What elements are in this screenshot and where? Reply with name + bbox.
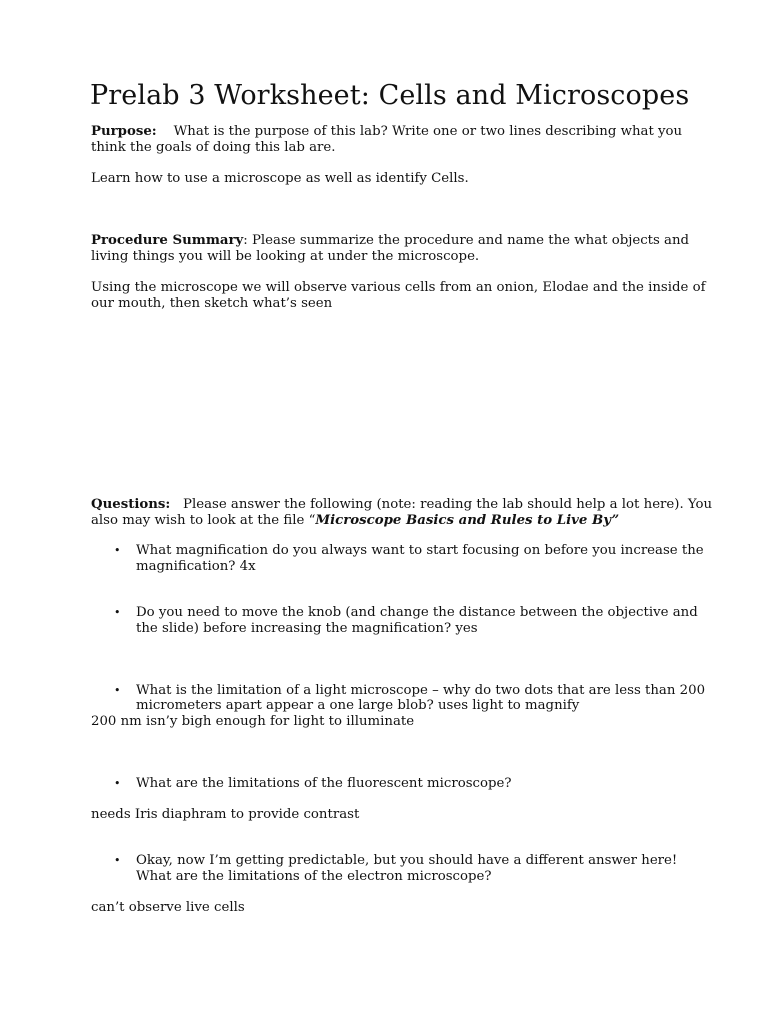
questions-label: Questions:: [91, 497, 171, 512]
q2-bullet: •: [114, 606, 121, 619]
purpose-prompt-line-1: [91, 124, 682, 140]
procedure-label: Procedure Summary: [91, 233, 244, 248]
questions-intro-line-1: [91, 497, 712, 513]
q5-bullet: •: [114, 854, 121, 867]
procedure-answer-line-2: our mouth, then sketch what’s seen: [91, 296, 333, 311]
questions-intro-text: Please answer the following (note: reading the lab should help a lot here). You: [183, 497, 713, 512]
procedure-prompt-line-1: [91, 233, 689, 249]
q4-bullet: •: [114, 777, 121, 790]
q4-line-1: What are the limitations of the fluorescent microscope?: [136, 776, 512, 791]
procedure-answer-line-1: Using the microscope we will observe various cells from an onion, Elodae and the inside of: [91, 280, 706, 295]
q1-line-2: magnification? 4x: [136, 559, 256, 574]
q2-line-1: Do you need to move the knob (and change the distance between the objective and: [136, 605, 698, 620]
q1-bullet: •: [114, 544, 121, 557]
q5-line-2: What are the limitations of the electron microscope?: [136, 869, 492, 884]
q3-answer: 200 nm isn’y bigh enough for light to illuminate: [91, 714, 415, 729]
questions-intro-prefix: also may wish to look at the file “: [91, 513, 316, 528]
q3-line-2: micrometers apart appear a one large blob? uses light to magnify: [136, 698, 580, 713]
q2-line-2: the slide) before increasing the magnification? yes: [136, 621, 478, 636]
purpose-prompt-text: What is the purpose of this lab? Write one or two lines describing what you: [173, 124, 683, 139]
q4-answer: needs Iris diaphram to provide contrast: [91, 807, 360, 822]
purpose-label: Purpose:: [91, 124, 157, 139]
q3-line-1: What is the limitation of a light microscope – why do two dots that are less than 200: [136, 683, 706, 698]
procedure-prompt-text: : Please summarize the procedure and name the what objects and: [243, 233, 690, 248]
procedure-prompt-line-2: living things you will be looking at under the microscope.: [91, 249, 480, 264]
q5-answer: can’t observe live cells: [91, 900, 245, 915]
questions-file-name: Microscope Basics and Rules to Live By”: [315, 513, 620, 528]
questions-intro-line-2: [91, 513, 619, 529]
purpose-answer: Learn how to use a microscope as well as identify Cells.: [91, 171, 469, 186]
page-title: Prelab 3 Worksheet: Cells and Microscopes: [90, 80, 690, 111]
q1-line-1: What magnification do you always want to start focusing on before you increase the: [136, 543, 704, 558]
q5-line-1: Okay, now I’m getting predictable, but you should have a different answer here!: [136, 853, 678, 868]
purpose-prompt-line-2: think the goals of doing this lab are.: [91, 140, 336, 155]
q3-bullet: •: [114, 684, 121, 697]
